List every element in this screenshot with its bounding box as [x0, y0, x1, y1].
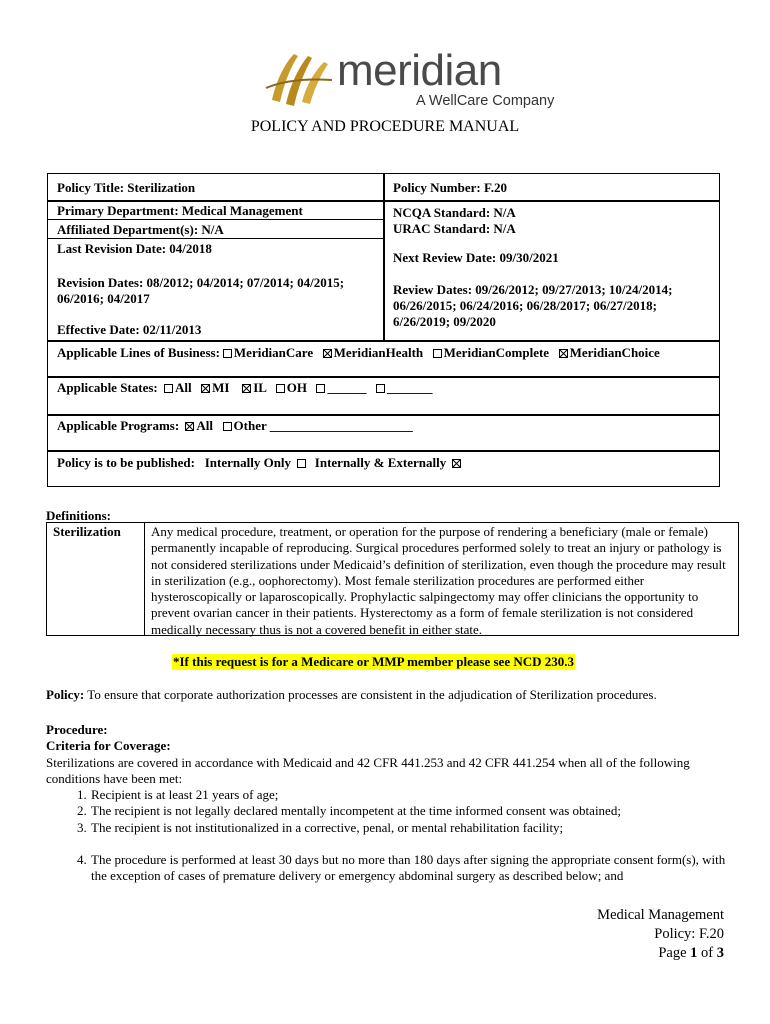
- lines-of-business: [57, 345, 660, 361]
- manual-title: POLICY AND PROCEDURE MANUAL: [250, 118, 520, 135]
- criteria-intro: Sterilizations are covered in accordance with Medicaid and 42 CFR 441.253 and 42 CFR 441.254 when all of the following conditions have been met:: [46, 754, 690, 786]
- checkbox-publish-internal[interactable]: [297, 459, 306, 468]
- publish-label: Policy is to be published:: [57, 455, 195, 470]
- applicable-programs: [57, 418, 413, 434]
- procedure-heading: Procedure:: [46, 722, 108, 737]
- definition-term: Sterilization: [53, 524, 121, 539]
- urac-standard: URAC Standard: N/A: [393, 221, 516, 236]
- criteria-item: 3. The recipient is not institutionalized in a corrective, penal, or mental rehabilitation facility;: [90, 820, 736, 836]
- publish-external-label: Internally & Externally: [314, 455, 447, 470]
- revision-dates: Revision Dates: 08/2012; 04/2014; 07/2014; 04/2015; 06/2016; 04/2017: [57, 275, 345, 306]
- programs-label: Applicable Programs:: [57, 418, 180, 433]
- program-other: Other ______________________: [233, 418, 413, 433]
- logo-wordmark: meridian: [337, 46, 502, 95]
- definition-text: Any medical procedure, treatment, or operation for the purpose of rendering a beneficiary (male or female) permanently incapable of reproducing. Surgical procedures performed solely to treat an injury or pathology is not considered sterilizations under Medicaid’s definition of sterilization, even though the procedure may result in sterilization (e.g., oophorectomy). Most female sterilization procedures are performed either hysteroscopically or laparoscopically. Prophylactic salpingectomy may offer clinicians the opportunity to prevent ovarian cancer in their patients. Hysterectomy as a form of female sterilization is not considered medically necessary thus is not a covered benefit in either state.: [151, 524, 726, 637]
- lob-meridianchoice: MeridianChoice: [569, 345, 660, 360]
- applicable-states: [57, 380, 432, 396]
- page-total: 3: [716, 945, 724, 961]
- policy-text: To ensure that corporate authorization processes are consistent in the adjudication of Sterilization procedures.: [84, 687, 657, 702]
- checkbox-publish-external[interactable]: [452, 459, 461, 468]
- state-oh: OH: [286, 380, 307, 395]
- state-mi: MI: [212, 380, 230, 395]
- checkbox-meridiancare[interactable]: [223, 349, 232, 358]
- footer-department: Medical Management: [597, 907, 724, 923]
- state-il: IL: [253, 380, 267, 395]
- definition-divider: [144, 523, 145, 635]
- definitions-heading: Definitions:: [46, 508, 111, 523]
- medicare-notice: *If this request is for a Medicare or MMP member please see NCD 230.3: [173, 654, 575, 669]
- footer-page: [597, 944, 724, 963]
- next-review-date: Next Review Date: 09/30/2021: [393, 250, 559, 265]
- last-revision-date: Last Revision Date: 04/2018: [57, 241, 212, 256]
- policy-header-table: [47, 173, 720, 487]
- lob-meridiancomplete: MeridianComplete: [443, 345, 550, 360]
- program-all: All: [196, 418, 214, 433]
- checkbox-state-il[interactable]: [242, 384, 251, 393]
- policy-statement: [46, 687, 736, 703]
- criteria-list: [46, 787, 736, 836]
- criteria-item: 1. Recipient is at least 21 years of age;: [90, 787, 736, 803]
- primary-department: Primary Department: Medical Management: [57, 203, 303, 218]
- page-prefix: Page: [658, 945, 691, 961]
- criteria-list-continued: [46, 852, 736, 885]
- review-dates: Review Dates: 09/26/2012; 09/27/2013; 10/24/2014; 06/26/2015; 06/24/2016; 06/28/2017; 06/27/2018; 6/26/2019; 09/2020: [393, 282, 673, 329]
- policy-title: Policy Title: Sterilization: [57, 180, 196, 195]
- states-label: Applicable States:: [57, 380, 158, 395]
- effective-date: Effective Date: 02/11/2013: [57, 322, 202, 337]
- criteria-item: 2. The recipient is not legally declared mentally incompetent at the time informed consent was obtained;: [90, 803, 736, 819]
- checkbox-state-all[interactable]: [164, 384, 173, 393]
- criteria-heading: Criteria for Coverage:: [46, 738, 171, 754]
- state-blank-2: _______: [386, 380, 433, 395]
- publish-setting: [57, 455, 463, 471]
- lob-meridianhealth: MeridianHealth: [333, 345, 424, 360]
- page-of: of: [697, 945, 717, 961]
- lob-label: Applicable Lines of Business:: [57, 345, 220, 360]
- publish-internal-label: Internally Only: [204, 455, 292, 470]
- lob-meridiancare: MeridianCare: [233, 345, 314, 360]
- policy-label: Policy:: [46, 687, 85, 702]
- ncqa-standard: NCQA Standard: N/A: [393, 205, 516, 220]
- checkbox-state-oh[interactable]: [276, 384, 285, 393]
- checkbox-state-blank-1[interactable]: [316, 384, 325, 393]
- logo-tagline: A WellCare Company: [416, 93, 555, 109]
- checkbox-meridianchoice[interactable]: [559, 349, 568, 358]
- state-all: All: [175, 380, 192, 395]
- checkbox-state-blank-2[interactable]: [376, 384, 385, 393]
- procedure-section: [46, 722, 736, 885]
- page-number: 1: [690, 945, 698, 961]
- policy-number: Policy Number: F.20: [393, 180, 507, 195]
- definitions-table: [46, 522, 739, 636]
- affiliated-departments: Affiliated Department(s): N/A: [57, 222, 224, 237]
- state-blank-1: ______: [327, 380, 367, 395]
- checkbox-state-mi[interactable]: [201, 384, 210, 393]
- checkbox-meridianhealth[interactable]: [323, 349, 332, 358]
- criteria-item: 4. The procedure is performed at least 30 days but no more than 180 days after signing the appropriate consent form(s), with the exception of cases of premature delivery or emergency abdominal surgery as described below; and: [90, 852, 736, 885]
- footer-policy: Policy: F.20: [654, 926, 724, 942]
- checkbox-meridiancomplete[interactable]: [433, 349, 442, 358]
- checkbox-program-all[interactable]: [185, 422, 194, 431]
- page-footer: [597, 906, 724, 963]
- checkbox-program-other[interactable]: [223, 422, 232, 431]
